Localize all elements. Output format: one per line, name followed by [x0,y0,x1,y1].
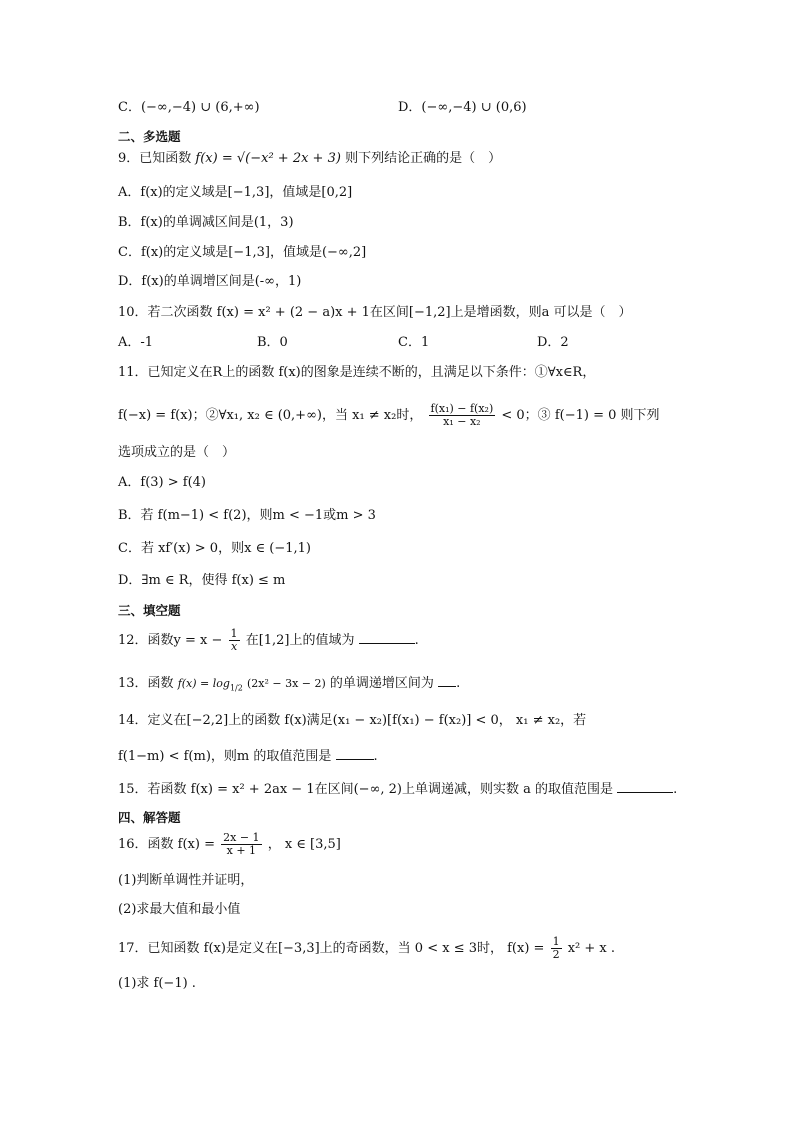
q17-fraction [551,936,562,961]
q11-option-d: D．∃m ∈ R，使得 f(x) ≤ m [118,573,286,588]
q16-pre: 16．函数 f(x) = [118,837,215,852]
q11-fraction [429,403,496,428]
q17-stem [118,932,615,966]
q16-fraction [221,832,261,857]
q9-stem [118,150,501,168]
q9-stem-pre: 9．已知函数 [118,151,192,166]
q17-frac-numerator: 1 [552,935,560,948]
q16-part1: (1)判断单调性并证明， [118,873,254,888]
q11-line2 [118,398,660,434]
q13-log-base: 1/2 [229,683,243,693]
q11-condition-tail: < 0；③ f(−1) = 0 则下列 [501,408,660,423]
q17-pre: 17．已知函数 f(x)是定义在[−3,3]上的奇函数，当 0 < x ≤ 3时， f(x) = [118,941,545,956]
q10-option-d: D．2 [537,335,569,350]
q9-function: f(x) = √(−x² + 2x + 3) [195,151,341,166]
q8-option-c: C．(−∞,−4) ∪ (6,+∞) [118,100,260,115]
q13-post: 的单调递增区间为 [329,676,434,691]
q15-stem: 15．若函数 f(x) = x² + 2ax − 1在区间(−∞, 2)上单调递减，则实数 a 的取值范围是 . [118,782,678,797]
section-multiple-choice-heading: 二、多选题 [118,129,181,144]
q8-option-d: D．(−∞,−4) ∪ (0,6) [398,100,527,115]
q16-frac-numerator: 2x − 1 [223,831,260,844]
q9-option-c: C．f(x)的定义域是[−1,3]，值域是(−∞,2] [118,245,367,260]
q14-line2-text: f(1−m) < f(m)，则m 的取值范围是 [118,749,332,764]
q12-pre: 12．函数y = x − [118,633,223,648]
q16-post: ， x ∈ [3,5] [267,837,341,852]
q12-post: 在[1,2]上的值域为 [245,633,355,648]
q11-option-c: C．若 xf′(x) > 0，则x ∈ (−1,1) [118,541,312,556]
q12-frac-denominator: x [230,640,238,653]
q13-answer-blank [438,674,456,687]
q11-line1: 11．已知定义在R上的函数 f(x)的图象是连续不断的，且满足以下条件：①∀x∈R， [118,365,596,380]
q16-part2: (2)求最大值和最小值 [118,902,241,917]
q10-option-b: B．0 [257,335,288,350]
q16-stem [118,828,341,862]
q10-option-c: C．1 [398,335,430,350]
q10-stem: 10．若二次函数 f(x) = x² + (2 − a)x + 1在区间[−1,2]上是增函数，则a 可以是（ ） [118,305,632,320]
q9-option-a: A．f(x)的定义域是[−1,3]，值域是[0,2] [118,185,353,200]
q17-frac-denominator: 2 [552,948,560,961]
q15-answer-blank [617,780,673,793]
q9-option-d: D．f(x)的单调增区间是(-∞，1) [118,274,302,289]
q11-option-a: A．f(3) > f(4) [118,475,206,490]
q14-answer-blank [336,747,374,760]
q15-text: 15．若函数 f(x) = x² + 2ax − 1在区间(−∞, 2)上单调递减，则实数 a 的取值范围是 [118,782,614,797]
q11-line3: 选项成立的是（ ） [118,445,236,460]
q12-answer-blank [359,631,415,644]
q17-post: x² + x . [567,941,616,956]
q12-fraction [229,628,240,653]
q10-option-a: A．-1 [118,335,154,350]
q16-frac-denominator: x + 1 [226,844,257,857]
q13-pre: 13．函数 [118,676,174,691]
q11-frac-denominator: x₁ − x₂ [443,415,481,428]
section-fill-in-heading: 三、填空题 [118,603,181,618]
section-solution-heading: 四、解答题 [118,810,181,825]
q12-stem: 12．函数y = x − $\frac{1}{x}$ 在[1,2]上的值域为 . [118,627,419,653]
q11-frac-numerator: f(x₁) − f(x₂) [430,402,494,415]
q9-stem-post: 则下列结论正确的是（ ） [345,151,502,166]
q13-log-argument: (2x² − 3x − 2) [246,677,326,690]
q14-line1: 14．定义在[−2,2]上的函数 f(x)满足(x₁ − x₂)[f(x₁) − f(x₂)] < 0， x₁ ≠ x₂，若 [118,713,587,728]
q11-condition-even: f(−x) = f(x)；②∀x₁, x₂ ∈ (0,+∞)，当 x₁ ≠ x₂时， [118,408,423,423]
q13-stem: 13．函数 $f(x) = \log_{1/2} (2x^2 - 3x - 2)$ 的单调递增区间为 . [118,676,461,693]
q13-function: f(x) = log [177,677,230,690]
q12-frac-numerator: 1 [230,627,238,640]
q14-line2: f(1−m) < f(m)，则m 的取值范围是 . [118,749,378,764]
q11-option-b: B．若 f(m−1) < f(2)，则m < −1或m > 3 [118,508,376,523]
q17-part1: (1)求 f(−1) . [118,976,196,991]
q9-option-b: B．f(x)的单调减区间是(1，3) [118,215,294,230]
